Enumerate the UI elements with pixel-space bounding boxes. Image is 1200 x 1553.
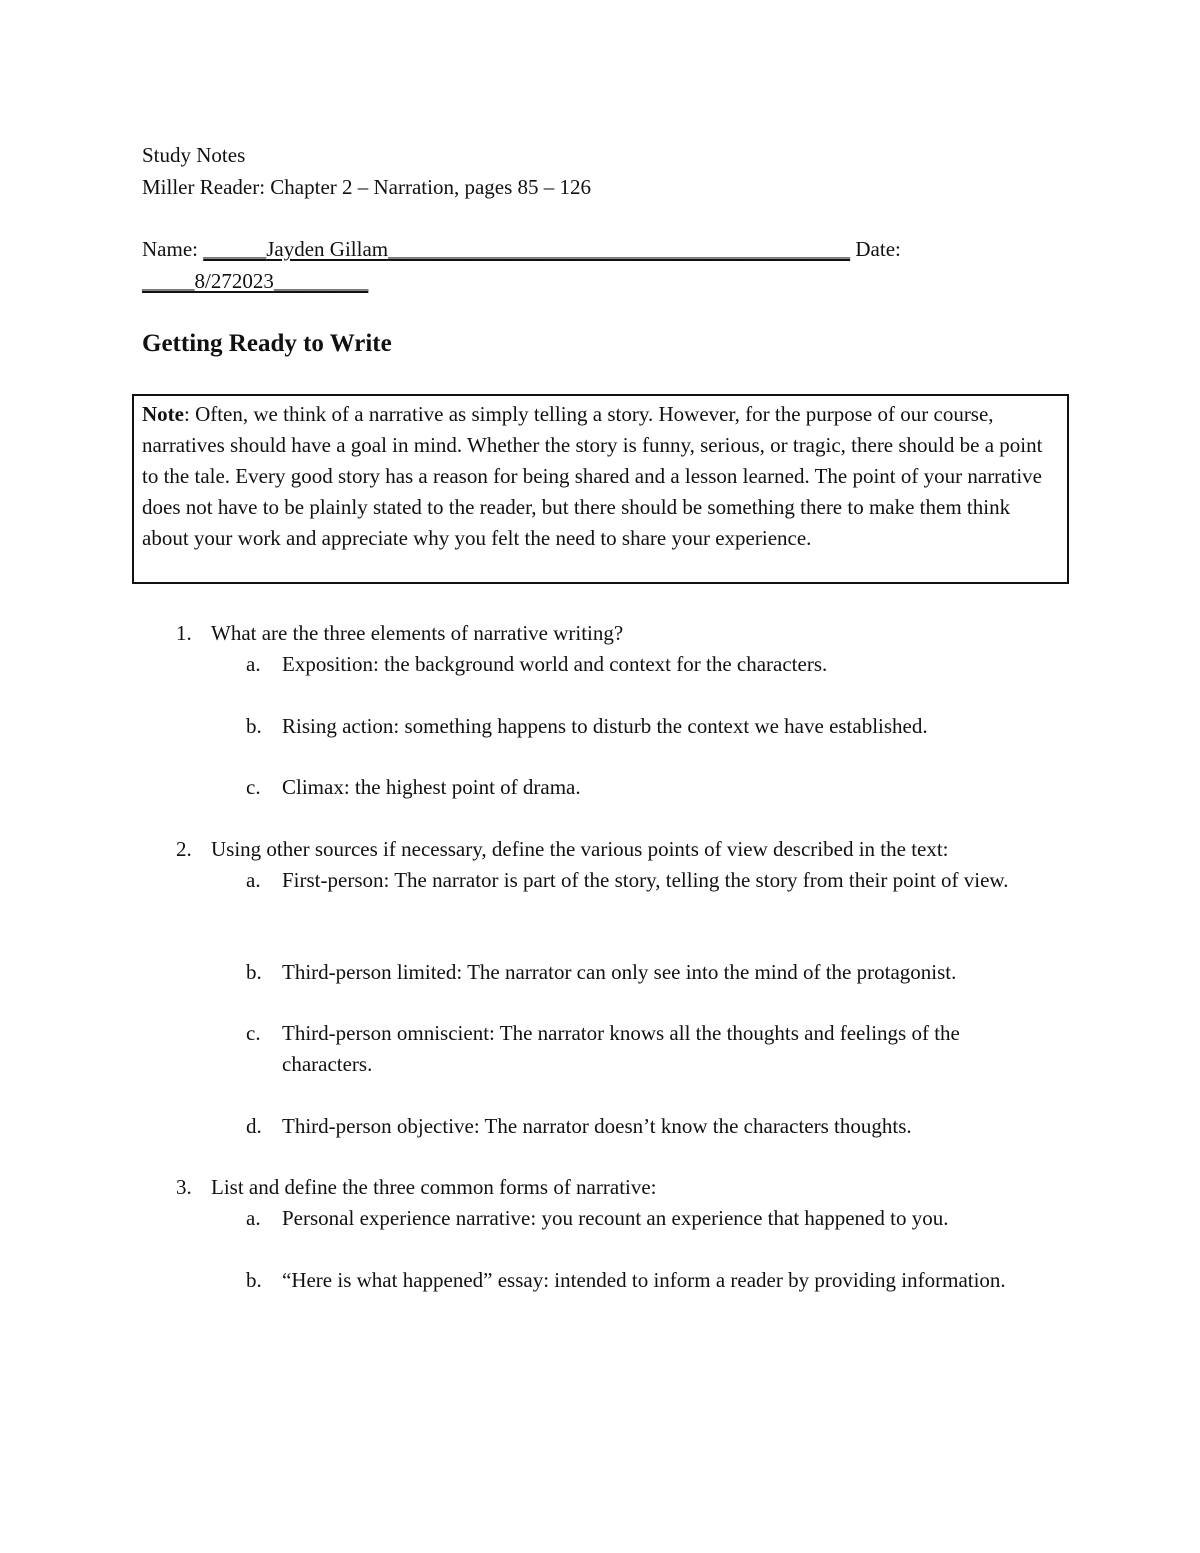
- answer-text: Rising action: something happens to disturb the context we have established.: [282, 714, 928, 738]
- answer-label: d.: [246, 1114, 262, 1138]
- answer-text: Third-person limited: The narrator can only see into the mind of the protagonist.: [282, 960, 957, 984]
- name-field: [203, 237, 850, 261]
- answer-label: a.: [246, 868, 261, 892]
- answer-label: c.: [246, 775, 261, 799]
- date-row: [142, 266, 368, 297]
- section-heading: Getting Ready to Write: [142, 330, 392, 357]
- question-number: 3.: [176, 1175, 192, 1199]
- date-label: Date:: [855, 237, 901, 261]
- note-text: [142, 399, 1060, 554]
- date-lead-blank: _____: [142, 269, 195, 293]
- date-value: 8/272023: [194, 269, 274, 293]
- date-field: [142, 269, 368, 293]
- name-label: Name:: [142, 237, 198, 261]
- answer-label: a.: [246, 1206, 261, 1230]
- name-lead-blank: ______: [203, 237, 267, 261]
- answer-text: First-person: The narrator is part of the story, telling the story from their point of view.: [282, 868, 1009, 892]
- question-number: 1.: [176, 621, 192, 645]
- note-box: [132, 394, 1069, 584]
- name-value: Jayden Gillam: [266, 237, 389, 261]
- name-row: [142, 234, 901, 265]
- answer-text: Personal experience narrative: you recount an experience that happened to you.: [282, 1206, 949, 1230]
- answer-text: Third-person objective: The narrator doesn’t know the characters thoughts.: [282, 1114, 912, 1138]
- name-trail-blank: ____________________________________________: [388, 237, 851, 261]
- answer-label: b.: [246, 1268, 262, 1292]
- question-text: Using other sources if necessary, define the various points of view described in the text:: [211, 837, 949, 861]
- answer-text: Third-person omniscient: The narrator knows all the thoughts and feelings of the characters.: [282, 1021, 960, 1076]
- note-label: Note: [142, 402, 184, 426]
- note-body: : Often, we think of a narrative as simply telling a story. However, for the purpose of our course, narratives should have a goal in mind. Whether the story is funny, serious, or tragic, there should be a point to the tale. Every good story has a reason for being shared and a lesson learned. The point of your narrative does not have to be plainly stated to the reader, but there should be something there to make them think about your work and appreciate why you felt the need to share your experience.: [142, 402, 1043, 550]
- answer-label: c.: [246, 1021, 261, 1045]
- document-title: Study Notes: [142, 143, 246, 167]
- answer-label: b.: [246, 714, 262, 738]
- document-subtitle: Miller Reader: Chapter 2 – Narration, pages 85 – 126: [142, 175, 592, 199]
- answer-text: Climax: the highest point of drama.: [282, 775, 581, 799]
- question-text: List and define the three common forms of narrative:: [211, 1175, 657, 1199]
- answer-label: b.: [246, 960, 262, 984]
- answer-text: “Here is what happened” essay: intended to inform a reader by providing information.: [282, 1268, 1006, 1292]
- date-trail-blank: _________: [273, 269, 369, 293]
- answer-label: a.: [246, 652, 261, 676]
- question-text: What are the three elements of narrative writing?: [211, 621, 624, 645]
- question-number: 2.: [176, 837, 192, 861]
- answer-text: Exposition: the background world and context for the characters.: [282, 652, 828, 676]
